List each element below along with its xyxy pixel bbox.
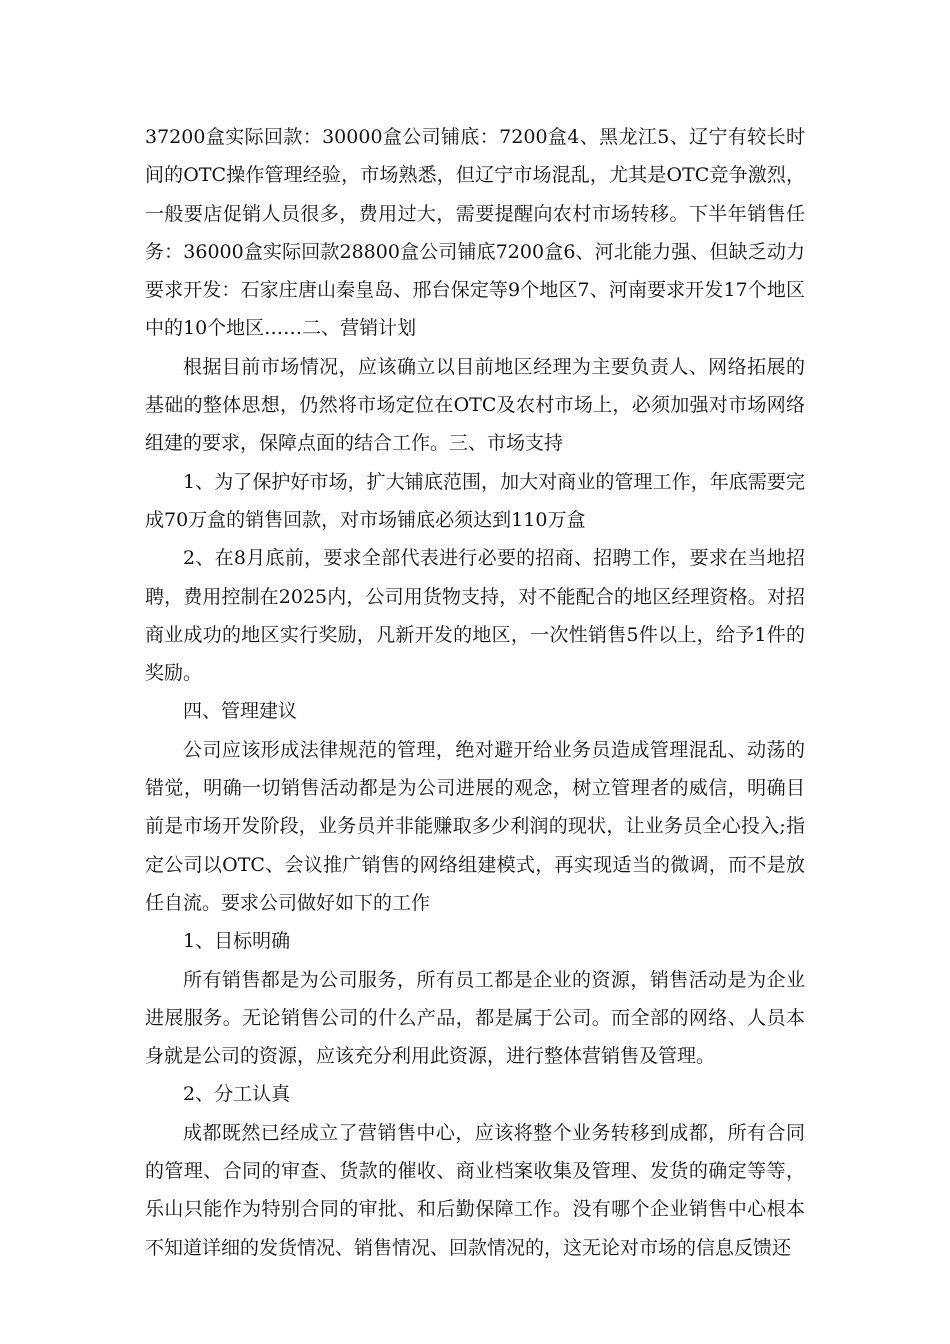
heading-clear-goals: 1、目标明确 bbox=[183, 930, 291, 953]
document-body bbox=[145, 118, 805, 1267]
paragraph-management-body: 公司应该形成法律规范的管理，绝对避开给业务员造成管理混乱、动荡的错觉，明确一切销售活动都是为公司进展的观念，树立管理者的威信，明确目前是市场开发阶段，业务员并非能赚取多少利润的现状，让业务员全心投入;指定公司以OTC、会议推广销售的网络组建模式，再实现适当的微调，而不是放任自流。要求公司做好如下的工作 bbox=[145, 738, 805, 914]
heading-management-suggestions: 四、管理建议 bbox=[183, 700, 298, 723]
paragraph-division-of-labor: 成都既然已经成立了营销售中心，应该将整个业务转移到成都，所有合同的管理、合同的审查、货款的催收、商业档案收集及管理、发货的确定等等，乐山只能作为特别合同的审批、和后勤保障工作。没有哪个企业销售中心根本不知道详细的发货情况、销售情况、回款情况的，这无论对市场的信息反馈还 bbox=[145, 1121, 805, 1259]
heading-division-of-labor: 2、分工认真 bbox=[183, 1083, 291, 1106]
paragraph-market-support-1: 1、为了保护好市场，扩大铺底范围，加大对商业的管理工作，年底需要完成70万盒的销售回款，对市场铺底必须达到110万盒 bbox=[145, 470, 805, 531]
paragraph-clear-goals: 所有销售都是为公司服务，所有员工都是企业的资源，销售活动是为企业进展服务。无论销售公司的什么产品，都是属于公司。而全部的网络、人员本身就是公司的资源，应该充分利用此资源，进行整体营销售及管理。 bbox=[145, 968, 805, 1068]
paragraph-marketing-plan: 根据目前市场情况，应该确立以目前地区经理为主要负责人、网络拓展的基础的整体思想，仍然将市场定位在OTC及农村市场上，必须加强对市场网络组建的要求，保障点面的结合工作。三、市场支持 bbox=[145, 355, 805, 455]
paragraph-sales-tasks: 37200盒实际回款：30000盒公司铺底：7200盒4、黑龙江5、辽宁有较长时间的OTC操作管理经验，市场熟悉，但辽宁市场混乱，尤其是OTC竞争激烈，一般要店促销人员很多，费用过大，需要提醒向农村市场转移。下半年销售任务：36000盒实际回款28800盒公司铺底7200盒6、河北能力强、但缺乏动力要求开发：石家庄唐山秦皇岛、邢台保定等9个地区7、河南要求开发17个地区中的10个地区……二、营销计划 bbox=[145, 126, 805, 340]
paragraph-market-support-2: 2、在8月底前，要求全部代表进行必要的招商、招聘工作，要求在当地招聘，费用控制在2025内，公司用货物支持，对不能配合的地区经理资格。对招商业成功的地区实行奖励，凡新开发的地区，一次性销售5件以上，给予1件的奖励。 bbox=[145, 547, 805, 685]
